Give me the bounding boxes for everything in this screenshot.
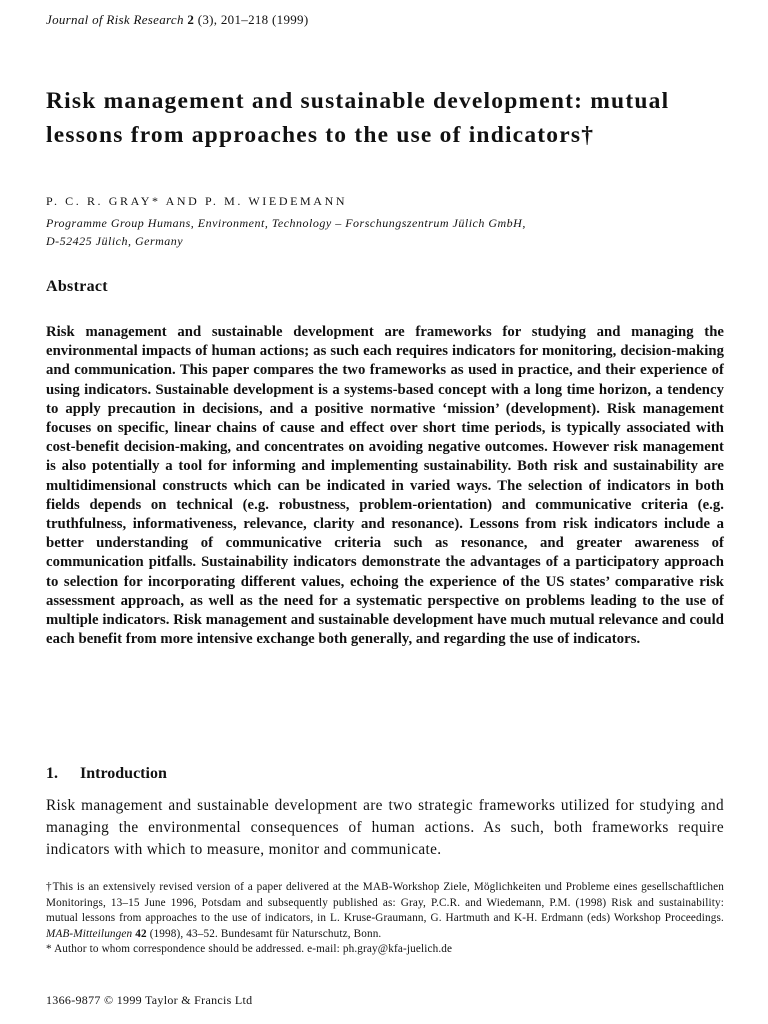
section-title: Introduction xyxy=(80,765,167,782)
paper-title: Risk management and sustainable development: mutual lessons from approaches to the use of indicators† xyxy=(46,88,670,148)
copyright-line: 1366-9877 © 1999 Taylor & Francis Ltd xyxy=(46,993,253,1007)
affiliation xyxy=(46,214,646,250)
journal-name: Journal of Risk Research xyxy=(46,12,184,27)
affiliation-line-2: D-52425 Jülich, Germany xyxy=(46,234,184,248)
footnote-dagger-text: †This is an extensively revised version of a paper delivered at the MAB-Workshop Ziele, Möglichkeiten und Probleme eines gesellschaftlichen Monitorings, 13–15 June 1996, Potsdam and subsequently published as: Gray, P.C.R. and Wiedemann, P.M. (1998) Risk and sustainability: mutual lessons from approaches to the use of indicators, in L. Kruse-Graumann, G. Hartmuth and K-H. Erdmann (eds) Workshop Proceedings. xyxy=(46,881,724,925)
footnote-corresponding-author: * Author to whom correspondence should be addressed. e-mail: ph.gray@kfa-juelich.de xyxy=(46,943,453,956)
section-heading-introduction xyxy=(46,765,167,783)
footnote-series-volume: 42 xyxy=(135,927,147,940)
footnotes xyxy=(46,880,724,958)
introduction-paragraph: Risk management and sustainable development are two strategic frameworks utilized for studying and managing the environmental consequences of human actions. As such, both frameworks require indicators with which to measure, monitor and communicate. xyxy=(46,797,724,858)
footnote-series-name: MAB-Mitteilungen xyxy=(46,927,133,940)
abstract-text: Risk management and sustainable development are frameworks for studying and managing the environmental impacts of human actions; as such each requires indicators for monitoring, decision-making and communication. This paper compares the two frameworks as used in practice, and their experience of using indicators. Sustainable development is a systems-based concept with a long time horizon, a tendency to apply precaution in decisions, and a positive normative ‘mission’ (development). Risk management focuses on specific, linear chains of cause and effect over short time periods, is typically associated with cost-benefit decision-making, and concentrates on avoiding negative outcomes. However risk management is also potentially a tool for informing and implementing sustainability. Both risk and sustainability are multidimensional constructs which can be indicated in varied ways. The selection of indicators in both fields depends on technical (e.g. robustness, problem-orientation) and communicative criteria (e.g. truthfulness, informativeness, relevance, clarity and resonance). Lessons from risk indicators include a better understanding of communicative criteria such as resonance, and greater awareness of communication pitfalls. Sustainability indicators demonstrate the advantages of a participatory approach to selection for incorporating different values, echoing the experience of the US states’ comparative risk assessment approach, as well as the need for a systematic perspective on problems leading to the use of multiple indicators. Risk management and sustainable development have much mutual relevance and could each benefit from more intensive exchange both generally, and regarding the use of indicators. xyxy=(46,324,724,648)
journal-issue-pages-year: (3), 201–218 (1999) xyxy=(197,12,309,27)
author-list: P. C. R. GRAY* AND P. M. WIEDEMANN xyxy=(46,194,348,208)
journal-header xyxy=(46,12,309,28)
footnote-series-rest: (1998), 43–52. Bundesamt für Naturschutz, Bonn. xyxy=(149,927,382,940)
journal-volume: 2 xyxy=(187,12,195,27)
abstract-heading: Abstract xyxy=(46,278,108,295)
section-number: 1. xyxy=(46,765,58,782)
affiliation-line-1: Programme Group Humans, Environment, Technology – Forschungszentrum Jülich GmbH, xyxy=(46,216,526,230)
footnote-dagger xyxy=(46,880,724,942)
